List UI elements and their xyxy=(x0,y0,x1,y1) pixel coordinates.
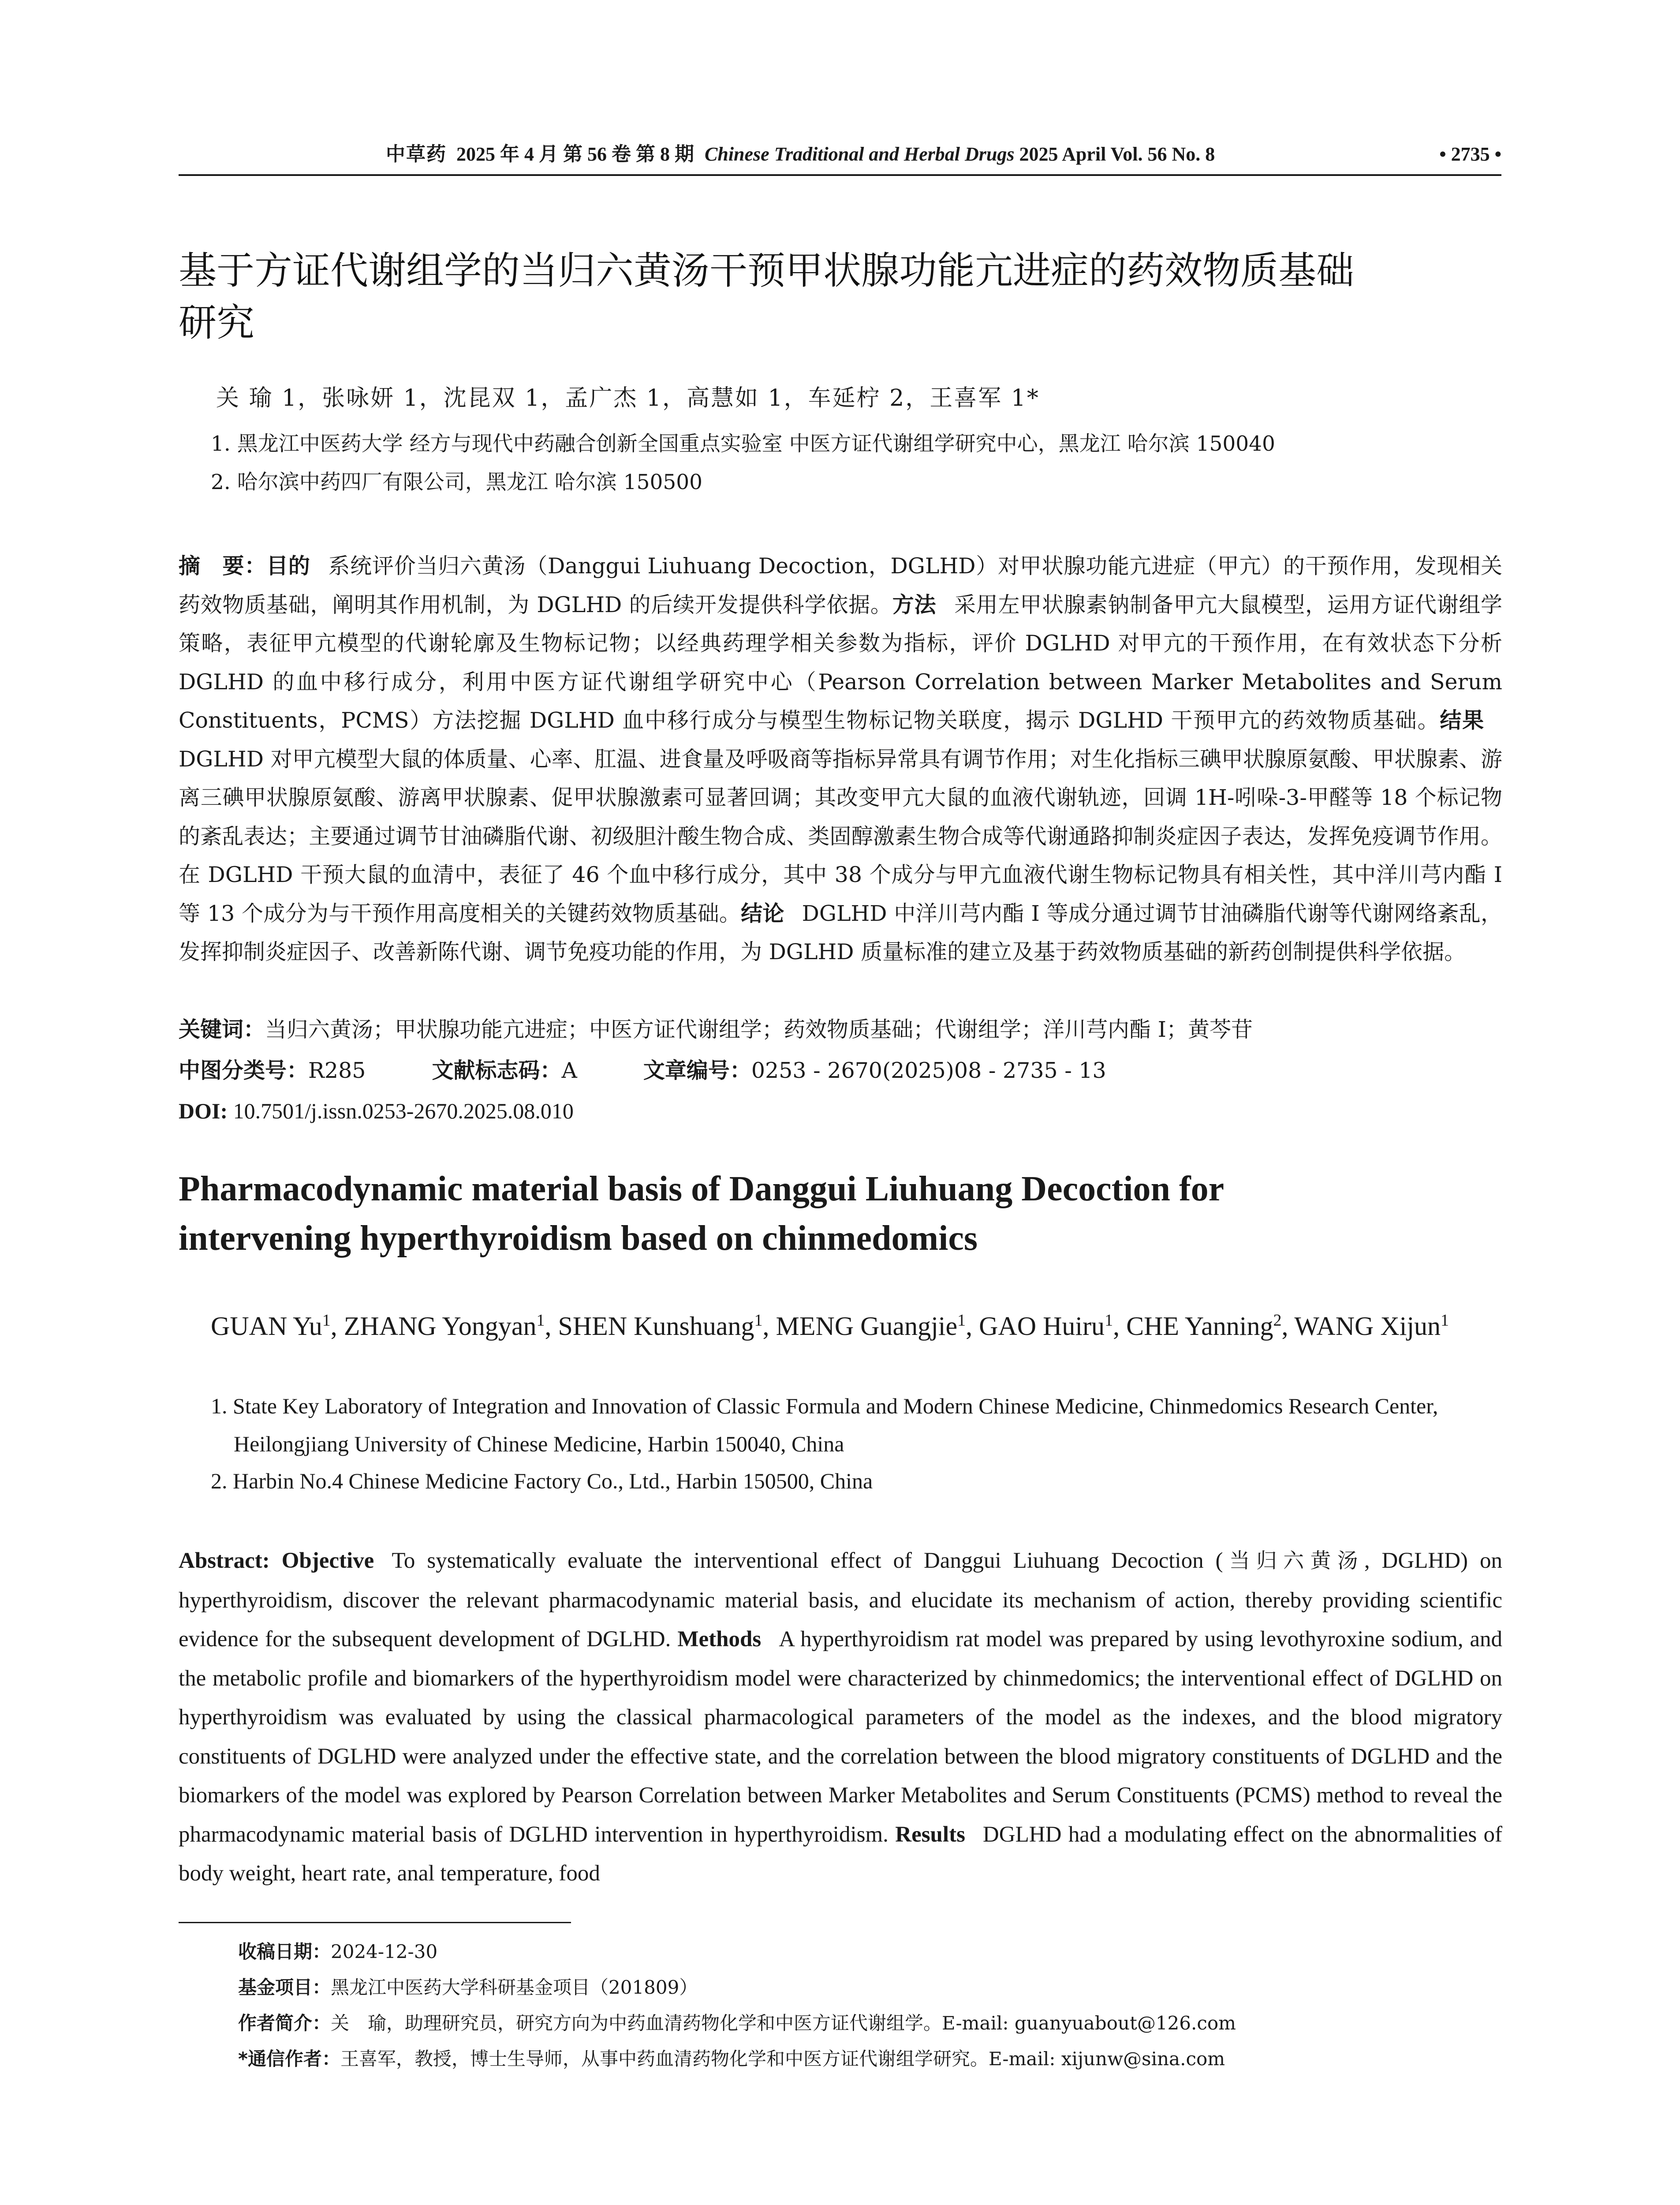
footnotes xyxy=(238,1934,1499,2077)
keywords-label: 关键词： xyxy=(179,1017,265,1042)
title-cn-line-1: 基于方证代谢组学的当归六黄汤干预甲状腺功能亢进症的药效物质基础 xyxy=(179,249,1354,293)
footnote-corresponding xyxy=(238,2041,1499,2077)
methods-en-label: Methods xyxy=(677,1627,762,1652)
author-name: MENG Guangjie xyxy=(776,1312,958,1341)
methods-cn-text: 采用左甲状腺素钠制备甲亢大鼠模型，运用方证代谢组学策略，表征甲亢模型的代谢轮廓及生物标记物；以经典药理学相关参数为指标，评价 DGLHD 对甲亢的干预作用，在有效状态下分析 DGLHD 的血中移行成分，利用中医方证代谢组学研究中心（Pearson Correlation between Marker Metabolites and Serum Constituents，PCMS）方法挖掘 DGLHD 血中移行成分与模型生物标记物关联度，揭示 DGLHD 干预甲亢的药效物质基础。 xyxy=(179,592,1502,733)
author-name: SHEN Kunshuang xyxy=(558,1312,754,1341)
header-rule xyxy=(179,174,1501,176)
keywords-cn xyxy=(179,1014,1501,1045)
title-cn xyxy=(179,245,1501,349)
author-affiliation-mark: 1 xyxy=(754,1311,763,1330)
affiliation-cn-1: 1. 黑龙江中医药大学 经方与现代中药融合创新全国重点实验室 中医方证代谢组学研究中心，黑龙江 哈尔滨 150040 xyxy=(211,432,1275,456)
author-name: WANG Xijun xyxy=(1294,1312,1441,1341)
authors-en: GUAN Yu$^1$, ZHANG Yongyan$^1$, SHEN Kunshuang$^1$, MENG Guangjie$^1$, GAO Huiru$^1$, CHE Yanning$^2$, WANG Xijun$^1$ xyxy=(211,1311,1449,1341)
footnote-fund xyxy=(238,1970,1499,2005)
abstract-cn-label: 摘 要： xyxy=(179,553,267,579)
title-en-line-1: Pharmacodynamic material basis of Danggui Liuhuang Decoction for xyxy=(179,1170,1225,1208)
author-name: ZHANG Yongyan xyxy=(343,1312,537,1341)
objective-en-text-b: , DGLHD) on hyperthyroidism, discover the relevant pharmacodynamic material basis, and elucidate its mechanism of action, thereby providing scientific evidence for the subsequent development of DGLHD. xyxy=(179,1548,1502,1652)
results-cn-label: 结果 xyxy=(1440,708,1485,733)
authors-cn: 关 瑜 1，张咏妍 1，沈昆双 1，孟广杰 1，高慧如 1，车延柠 2，王喜军 1* xyxy=(216,385,1040,411)
author-affiliation-mark: 1 xyxy=(536,1311,545,1330)
methods-cn-label: 方法 xyxy=(892,592,937,617)
author-name: CHE Yanning xyxy=(1126,1312,1273,1341)
author-affiliation-mark: 1 xyxy=(957,1311,966,1330)
title-en xyxy=(179,1164,1501,1263)
author-affiliation-mark: 1 xyxy=(1441,1311,1449,1330)
abstract-cn xyxy=(179,547,1502,972)
doi-label: DOI: xyxy=(179,1099,228,1123)
corresponding-text: 王喜军，教授，博士生导师，从事中药血清药物化学和中医方证代谢组学研究。E-mail: xijunw@sina.com xyxy=(340,2048,1225,2070)
affiliation-en-2: 2. Harbin No.4 Chinese Medicine Factory Co., Ltd., Harbin 150500, China xyxy=(211,1469,873,1493)
corresponding-label: *通信作者： xyxy=(238,2048,340,2070)
fund-text: 黑龙江中医药大学科研基金项目（201809） xyxy=(331,1977,698,1998)
journal-name-cn: 中草药 xyxy=(386,143,447,165)
clc-label: 中图分类号： xyxy=(179,1058,309,1083)
author-affiliation-mark: 1 xyxy=(322,1311,331,1330)
author-name: GAO Huiru xyxy=(979,1312,1105,1341)
results-cn-text: DGLHD 对甲亢模型大鼠的体质量、心率、肛温、进食量及呼吸商等指标异常具有调节作用；对生化指标三碘甲状腺原氨酸、甲状腺素、游离三碘甲状腺原氨酸、游离甲状腺素、促甲状腺激素可显著回调；其改变甲亢大鼠的血液代谢轨迹，回调 1H-吲哚-3-甲醛等 18 个标记物的紊乱表达；主要通过调节甘油磷脂代谢、初级胆汁酸生物合成、类固醇激素生物合成等代谢通路抑制炎症因子表达，发挥免疫调节作用。在 DGLHD 干预大鼠的血清中，表征了 46 个血中移行成分，其中 38 个成分与甲亢血液代谢生物标记物具有相关性，其中洋川芎内酯 I 等 13 个成分为与干预作用高度相关的关键药效物质基础。 xyxy=(179,746,1502,926)
author-name: GUAN Yu xyxy=(211,1312,322,1341)
conclusion-cn-text: DGLHD 中洋川芎内酯 I 等成分通过调节甘油磷脂代谢等代谢网络紊乱，发挥抑制炎症因子、改善新陈代谢、调节免疫功能的作用，为 DGLHD 质量标准的建立及基于药效物质基础的新药创制提供科学依据。 xyxy=(179,901,1502,964)
article-no-label: 文章编号： xyxy=(643,1058,751,1083)
doi-row xyxy=(179,1095,1501,1126)
received-label: 收稿日期： xyxy=(238,1941,331,1962)
author-bio-label: 作者简介： xyxy=(238,2012,331,2034)
title-en-line-2: intervening hyperthyroidism based on chinmedomics xyxy=(179,1219,978,1258)
author-affiliation-mark: 2 xyxy=(1273,1311,1282,1330)
doi-value[interactable]: 10.7501/j.issn.0253-2670.2025.08.010 xyxy=(228,1099,574,1123)
doc-code-value: A xyxy=(561,1058,577,1083)
objective-cn-label: 目的 xyxy=(266,553,310,579)
objective-en-text-a: To systematically evaluate the interventional effect of Danggui Liuhuang Decoction ( xyxy=(392,1548,1223,1573)
journal-name-en: Chinese Traditional and Herbal Drugs xyxy=(705,143,1015,165)
footnote-received xyxy=(238,1934,1499,1970)
author-affiliation-mark: 1 xyxy=(1105,1311,1113,1330)
page-number: • 2735 • xyxy=(1439,143,1501,165)
objective-cn-text: 系统评价当归六黄汤（Danggui Liuhuang Decoction，DGLHD）对甲状腺功能亢进症（甲亢）的干预作用，发现相关药效物质基础，阐明其作用机制，为 DGLHD 的后续开发提供科学依据。 xyxy=(179,553,1502,617)
conclusion-cn-label: 结论 xyxy=(741,901,784,926)
running-header-center xyxy=(386,141,1215,168)
running-header xyxy=(179,141,1501,168)
footnote-rule xyxy=(179,1922,571,1923)
title-cn-line-2: 研究 xyxy=(179,301,254,345)
doc-code-label: 文献标志码： xyxy=(432,1058,562,1083)
author-bio-text: 关 瑜，助理研究员，研究方向为中药血清药物化学和中医方证代谢组学。E-mail: guanyuabout@126.com xyxy=(331,2012,1236,2034)
keywords-text: 当归六黄汤；甲状腺功能亢进症；中医方证代谢组学；药效物质基础；代谢组学；洋川芎内酯 I；黄芩苷 xyxy=(265,1017,1253,1042)
objective-en-cn-name: 当归六黄汤 xyxy=(1223,1549,1364,1573)
abstract-en xyxy=(179,1541,1502,1893)
article-no-value: 0253 - 2670(2025)08 - 2735 - 13 xyxy=(751,1058,1106,1083)
clc-value: R285 xyxy=(308,1058,366,1083)
received-date: 2024-12-30 xyxy=(331,1941,438,1962)
issue-info-en: 2025 April Vol. 56 No. 8 xyxy=(1014,143,1215,165)
results-en-text: DGLHD had a modulating effect on the abnormalities of body weight, heart rate, anal temperature, food xyxy=(179,1822,1503,1886)
issue-info-cn: 2025 年 4 月 第 56 卷 第 8 期 xyxy=(456,143,694,165)
fund-label: 基金项目： xyxy=(238,1977,331,1998)
footnote-author-bio xyxy=(238,2005,1499,2041)
affiliation-cn-2: 2. 哈尔滨中药四厂有限公司，黑龙江 哈尔滨 150500 xyxy=(211,470,703,494)
results-en-label: Results xyxy=(895,1822,965,1847)
objective-en-label: Abstract: Objective xyxy=(179,1548,374,1573)
methods-en-text: A hyperthyroidism rat model was prepared by using levothyroxine sodium, and the metabolic profile and biomarkers of the hyperthyroidism model were characterized by chinmedomics; the interventional effect of DGLHD on hyperthyroidism was evaluated by using the classical pharmacological parameters of the model as the indexes, and the blood migratory constituents of DGLHD were analyzed under the effective state, and the correlation between the blood migratory constituents of DGLHD and the biomarkers of the model was explored by Pearson Correlation between Marker Metabolites and Serum Constituents (PCMS) method to reveal the pharmacodynamic material basis of DGLHD intervention in hyperthyroidism. xyxy=(179,1627,1503,1847)
affiliation-en-1: 1. State Key Laboratory of Integration and Innovation of Classic Formula and Modern Chinese Medicine, Chinmedomics Research Center, Heilongjiang University of Chinese Medicine, Harbin 150040, China xyxy=(211,1394,1438,1456)
classification-row xyxy=(179,1055,1501,1086)
